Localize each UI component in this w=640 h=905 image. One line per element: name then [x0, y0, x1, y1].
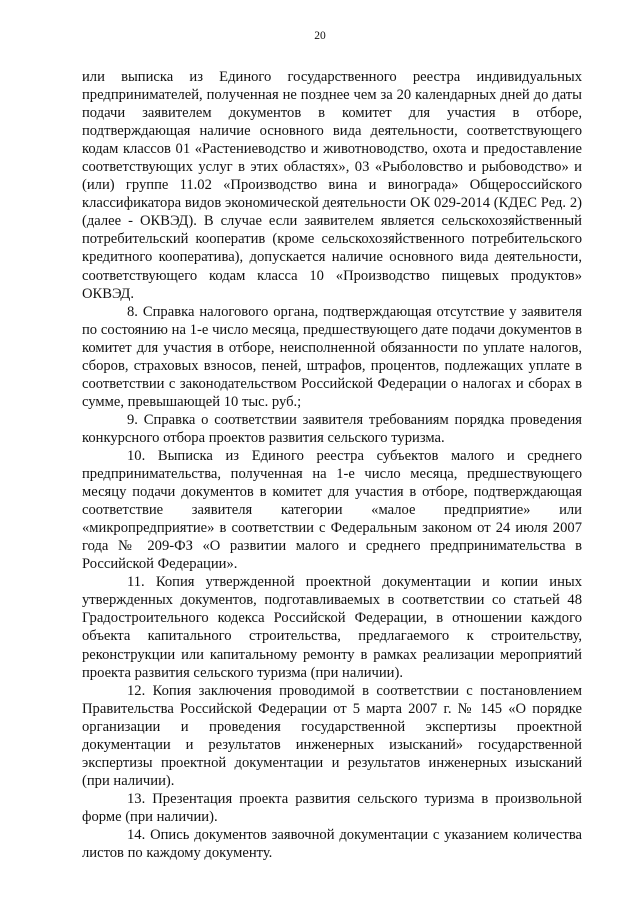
- paragraph-9: 9. Справка о соответствии заявителя требованиям порядка проведения конкурсного отбора проектов развития сельского туризма.: [82, 411, 582, 446]
- paragraph-10: 10. Выписка из Единого реестра субъектов малого и среднего предпринимательства, полученная на 1-е число месяца, предшествующего месяцу подачи документов в комитет для участия в отборе, подтверждающая соответствие заявителя категории «малое предприятие» или «микропредприятие» в соответствии с Федеральным законом от 24 июля 2007 года № 209-ФЗ «О развитии малого и среднего предпринимательства в Российской Федерации».: [82, 447, 582, 573]
- document-body: [82, 68, 582, 862]
- paragraph-12: 12. Копия заключения проводимой в соответствии с постановлением Правительства Российской Федерации от 5 марта 2007 г. № 145 «О порядке организации и проведения государственной экспертизы проектной документации и результатов инженерных изысканий» государственной экспертизы проектной документации и результатов инженерных изысканий (при наличии).: [82, 682, 582, 789]
- paragraph-7-continued: или выписка из Единого государственного реестра индивидуальных предпринимателей, полученная не позднее чем за 20 календарных дней до даты подачи заявителем документов в комитет для участия в отборе, подтверждающая наличие основного вида деятельности, соответствующего кодам классов 01 «Растениеводство и животноводство, охота и предоставление соответствующих услуг в этих областях», 03 «Рыболовство и рыбоводство» и (или) группе 11.02 «Производство вина и винограда» Общероссийского классификатора видов экономической деятельности ОК 029-2014 (КДЕС Ред. 2) (далее - ОКВЭД). В случае если заявителем является сельскохозяйственный потребительский кооператив (кроме сельскохозяйственного потребительского кредитного кооператива), допускается наличие основного вида деятельности, соответствующего кодам класса 10 «Производство пищевых продуктов» ОКВЭД.: [82, 69, 582, 302]
- paragraph-11: 11. Копия утвержденной проектной документации и копии иных утвержденных документов, подготавливаемых в соответствии со статьей 48 Градостроительного кодекса Российской Федерации, в отношении каждого объекта капитального строительства, предлагаемого к строительству, реконструкции или капитальному ремонту в рамках реализации мероприятий проекта развития сельского туризма (при наличии).: [82, 574, 582, 681]
- paragraph-13: 13. Презентация проекта развития сельского туризма в произвольной форме (при наличии).: [82, 790, 582, 825]
- paragraph-14: 14. Опись документов заявочной документации с указанием количества листов по каждому документу.: [82, 826, 582, 862]
- page-number: 20: [314, 30, 326, 42]
- paragraph-8: 8. Справка налогового органа, подтверждающая отсутствие у заявителя по состоянию на 1-е число месяца, предшествующего дате подачи документов в комитет для участия в отборе, неисполненной обязанности по уплате налогов, сборов, страховых взносов, пеней, штрафов, процентов, подлежащих уплате в соответствии с законодательством Российской Федерации о налогах и сборах в сумме, превышающей 10 тыс. руб.;: [82, 303, 582, 410]
